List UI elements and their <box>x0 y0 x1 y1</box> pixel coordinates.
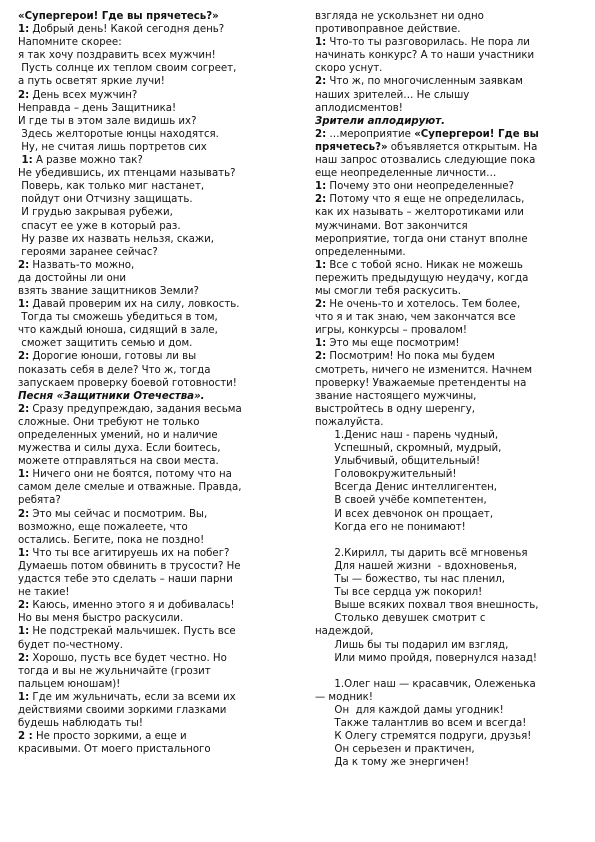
text-line: героями заранее сейчас? <box>18 246 158 258</box>
text-line: проверку! Уважаемые претенденты на <box>315 377 527 389</box>
text-line: 2: Не очень-то и хотелось. Тем более, <box>315 299 521 311</box>
text-line: сможет защитить семью и дом. <box>18 338 193 350</box>
text-line: Тогда ты сможешь убедиться в том, <box>18 312 218 324</box>
text-line: Также талантлив во всем и всегда! <box>315 718 527 730</box>
text-line: Зрители аплодируют. <box>315 115 445 127</box>
text-line: что каждый юноша, сидящий в зале, <box>18 325 218 337</box>
text-line: 1: Что ты все агитируешь их на побег? <box>18 547 230 559</box>
text-line: скоро уснут. <box>315 63 383 75</box>
text-line <box>315 665 587 678</box>
text-line: мужества и силы духа. Если боитесь, <box>18 443 221 455</box>
text-line: Ты — божество, ты нас пленил, <box>315 574 506 586</box>
text-line: самом деле смелые и отважные. Правда, <box>18 482 242 494</box>
left-text-column <box>18 10 290 756</box>
text-line: прячетесь?» объявляется открытым. На <box>315 141 538 153</box>
text-line: мужчинами. Вот закончится <box>315 220 468 232</box>
text-line: пережить предыдущую неудачу, когда <box>315 272 529 284</box>
text-line: 2: День всех мужчин? <box>18 89 138 101</box>
text-line: Он для каждой дамы угодник! <box>315 704 504 716</box>
text-line: смотреть, ничего не изменится. Начнем <box>315 364 533 376</box>
text-line: 1: Это мы еще посмотрим! <box>315 338 460 350</box>
text-line: 2: Посмотрим! Но пока мы будем <box>315 351 495 363</box>
text-line: 2: Назвать-то можно, <box>18 259 135 271</box>
text-line: Ну, не считая лишь портретов сих <box>18 141 207 153</box>
text-line: Неправда – день Защитника! <box>18 102 177 114</box>
text-line: ребята? <box>18 495 61 507</box>
text-line: сложные. Они требуют не только <box>18 416 200 428</box>
text-line: не такие! <box>18 587 70 599</box>
text-line: Но вы меня быстро раскусили. <box>18 613 184 625</box>
text-line: а путь осветят яркие лучи! <box>18 76 165 88</box>
text-line: 1: А разве можно так? <box>18 155 143 167</box>
text-line: — модник! <box>315 691 373 703</box>
text-line: 2: Сразу предупреждаю, задания весьма <box>18 403 242 415</box>
text-line: я так хочу поздравить всех мужчин! <box>18 50 216 62</box>
text-line: наших зрителей… Не слышу <box>315 89 470 101</box>
text-line: 1: Где им жульничать, если за всеми их <box>18 691 236 703</box>
text-line: Успешный, скромный, мудрый, <box>315 443 502 455</box>
text-line: Он серьезен и практичен, <box>315 744 475 756</box>
text-line: аплодисментов! <box>315 102 403 114</box>
text-line: 2: Каюсь, именно этого я и добивалась! <box>18 600 235 612</box>
text-line: Пусть солнце их теплом своим согреет, <box>18 63 237 75</box>
text-line: будешь наблюдать ты! <box>18 718 143 730</box>
text-line: определенными. <box>315 246 406 258</box>
text-line: Ну разве их назвать нельзя, скажи, <box>18 233 214 245</box>
text-line: удастся тебе это сделать – наши парни <box>18 574 233 586</box>
text-line: 1: Все с тобой ясно. Никак не можешь <box>315 259 523 271</box>
text-line: Да к тому же энергичен! <box>315 757 470 769</box>
text-line: Для нашей жизни - вдохновенья, <box>315 560 518 572</box>
text-line: Песня «Защитники Отечества». <box>18 390 205 402</box>
text-line: Лишь бы ты подарил им взгляд, <box>315 639 509 651</box>
text-line: 2.Кирилл, ты дарить всё мгновенья <box>315 547 528 559</box>
text-line: И грудью закрывая рубежи, <box>18 207 173 219</box>
text-line: еще неопределенные личности… <box>315 168 497 180</box>
text-line: 1: Добрый день! Какой сегодня день? <box>18 24 225 36</box>
text-line: противоправное действие. <box>315 24 461 36</box>
text-line: Не убедившись, их птенцами называть? <box>18 168 236 180</box>
text-line: 1: Давай проверим их на силу, ловкость. <box>18 299 240 311</box>
text-line: показать себя в деле? Что ж, тогда <box>18 364 211 376</box>
text-line: взгляда не ускользнет ни одно <box>315 11 484 22</box>
text-line: пойдут они Отчизну защищать. <box>18 194 193 206</box>
text-line: Думаешь потом обвинить в трусости? Не <box>18 560 241 572</box>
text-line: выстройтесь в одну шеренгу, <box>315 403 476 415</box>
text-line: 2: Потому что я еще не определилась, <box>315 194 525 206</box>
text-line: 2: Хорошо, пусть все будет честно. Но <box>18 652 227 664</box>
text-line: 2: Дорогие юноши, готовы ли вы <box>18 351 197 363</box>
text-line: остались. Бегите, пока не поздно! <box>18 534 205 546</box>
text-line: можете отправляться на свои места. <box>18 456 219 468</box>
text-line: что я и так знаю, чем закончатся все <box>315 312 516 324</box>
text-line: Улыбчивый, общительный! <box>315 456 481 468</box>
text-line: наш запрос отозвались следующие пока <box>315 155 536 167</box>
text-line: 2 : Не просто зоркими, а еще и <box>18 731 187 743</box>
text-line: запускаем проверку боевой готовности! <box>18 377 237 389</box>
text-line: И где ты в этом зале видишь их? <box>18 115 197 127</box>
text-line <box>315 534 587 547</box>
text-line: Ты все сердца уж покорил! <box>315 587 483 599</box>
text-line: возможно, еще пожалеете, что <box>18 521 188 533</box>
text-line: Всегда Денис интеллигентен, <box>315 482 498 494</box>
text-line: 1: Ничего они не боятся, потому что на <box>18 469 232 481</box>
text-line: мы смогли тебя раскусить. <box>315 285 461 297</box>
text-line: Поверь, как только миг настанет, <box>18 181 205 193</box>
text-line: красивыми. От моего пристального <box>18 744 211 756</box>
text-line: Столько девушек смотрит с <box>315 613 486 625</box>
text-line: Головокружительный! <box>315 469 457 481</box>
text-line: мероприятие, тогда они станут вполне <box>315 233 528 245</box>
text-line: игры, конкурсы – провалом! <box>315 325 467 337</box>
text-line: звание настоящего мужчины, <box>315 390 477 402</box>
text-line: В своей учёбе компетентен, <box>315 495 487 507</box>
text-line: пальцем юношам)! <box>18 678 121 690</box>
text-line: Выше всяких похвал твоя внешность, <box>315 600 539 612</box>
text-line: будет по-честному. <box>18 639 124 651</box>
text-line: тогда и вы не жульничайте (грозит <box>18 665 211 677</box>
text-line: К Олегу стремятся подруги, друзья! <box>315 731 532 743</box>
text-line: 2: …мероприятие «Супергерои! Где вы <box>315 128 539 140</box>
text-line: И всех девчонок он прощает, <box>315 508 494 520</box>
text-line: Здесь желторотые юнцы находятся. <box>18 128 219 140</box>
text-line: 1: Почему это они неопределенные? <box>315 181 514 193</box>
text-line: 1: Что-то ты разговорилась. Не пора ли <box>315 37 530 49</box>
right-text-column <box>315 10 587 769</box>
text-line: Или мимо пройдя, повернулся назад! <box>315 652 538 664</box>
text-line: пожалуйста. <box>315 416 384 428</box>
text-line: начинать конкурс? А то наши участники <box>315 50 535 62</box>
text-line: надеждой, <box>315 626 374 638</box>
text-line: 1: Не подстрекай мальчишек. Пусть все <box>18 626 236 638</box>
text-line: определенных умений, но и наличие <box>18 430 218 441</box>
text-line: как их называть – желторотиками или <box>315 207 524 219</box>
text-line: 1.Денис наш - парень чудный, <box>315 430 499 441</box>
text-line: действиями своими зоркими глазками <box>18 704 227 716</box>
text-line: 2: Что ж, по многочисленным заявкам <box>315 76 523 88</box>
text-line: да достойны ли они <box>18 272 127 284</box>
text-line: Напомните скорее: <box>18 37 122 49</box>
text-line: спасут ее уже в который раз. <box>18 220 181 232</box>
text-line: 1.Олег наш — красавчик, Олеженька <box>315 678 536 690</box>
text-line: 2: Это мы сейчас и посмотрим. Вы, <box>18 508 208 520</box>
text-line: Когда его не понимают! <box>315 521 466 533</box>
text-line: взять звание защитников Земли? <box>18 285 199 297</box>
text-line: «Супергерои! Где вы прячетесь?» <box>18 11 219 22</box>
